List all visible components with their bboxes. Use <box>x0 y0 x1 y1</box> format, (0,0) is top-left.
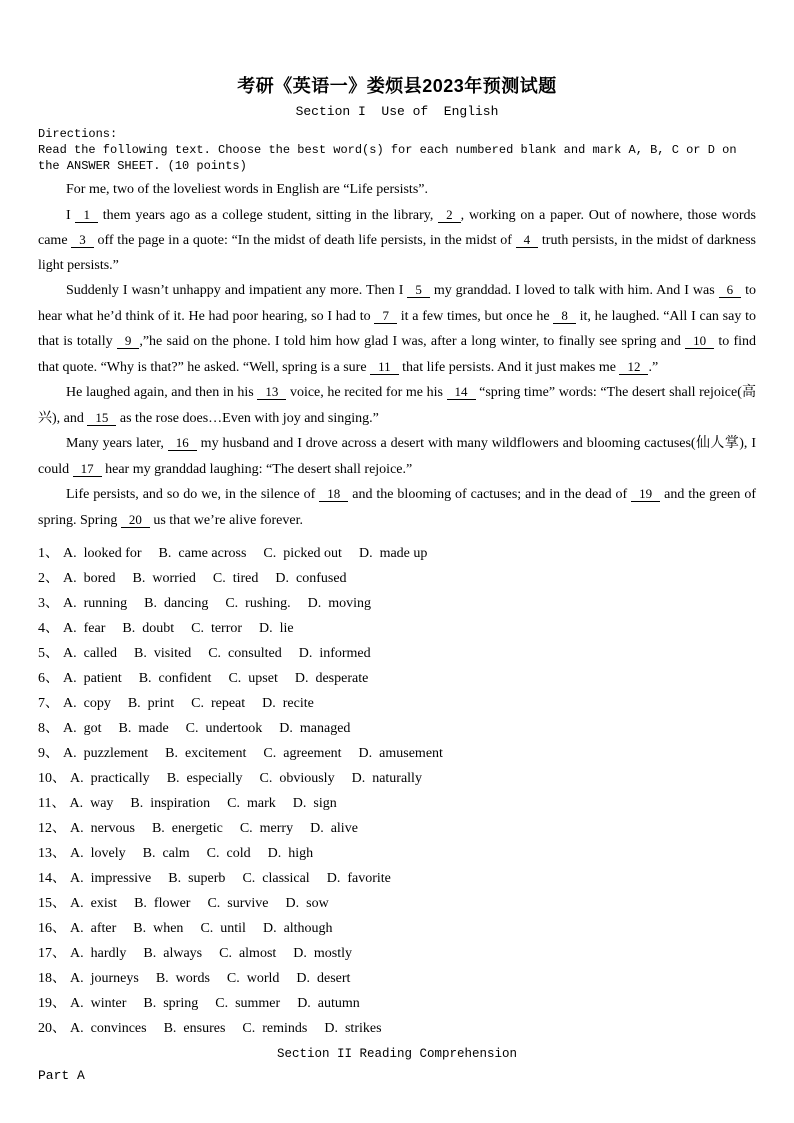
option-16-C: C. until <box>200 921 246 936</box>
question-10 <box>38 766 756 791</box>
option-12-C: C. merry <box>239 821 294 836</box>
question-number: 17、 <box>38 946 66 961</box>
option-6-B: B. confident <box>138 671 212 686</box>
question-9 <box>38 741 756 766</box>
cloze-blank-18: 18 <box>319 486 348 502</box>
option-11-A: A. way <box>69 796 114 811</box>
passage-paragraph: Life persists, and so do we, in the silence of 18 and the blooming of cactuses; and in the dead of 19 and the green of spring. Spring 20 us that we’re alive forever. <box>38 486 757 528</box>
directions-label: Directions: <box>38 127 118 141</box>
option-20-A: A. convinces <box>70 1021 147 1036</box>
option-20-C: C. reminds <box>242 1021 308 1036</box>
option-13-A: A. lovely <box>70 846 126 861</box>
question-number: 2、 <box>38 571 59 586</box>
option-15-D: D. sow <box>285 896 329 911</box>
option-9-C: C. agreement <box>263 746 342 761</box>
section2-heading: Section II Reading Comprehension <box>276 1047 518 1061</box>
option-1-C: C. picked out <box>263 546 342 561</box>
option-9-A: A. puzzlement <box>63 746 149 761</box>
question-number: 8、 <box>38 721 59 736</box>
question-number: 10、 <box>38 771 66 786</box>
option-6-A: A. patient <box>63 671 122 686</box>
option-2-C: C. tired <box>212 571 259 586</box>
option-8-D: D. managed <box>279 721 351 736</box>
passage-paragraph: Suddenly I wasn’t unhappy and impatient any more. Then I 5 my granddad. I loved to talk with him. And I was 6 to hear what he’d think of it. He had poor hearing, so I had to 7 it a few times, but once he 8 it, he laughed. “All I can say to that is totally 9 ,”he said on the phone. I told him how glad I was, after a long winter, to finally see spring and 10 to find that quote. “Why is that?” he asked. “Well, spring is a sure 11 that life persists. And it just makes me 12 .” <box>38 282 757 375</box>
option-19-D: D. autumn <box>297 996 360 1011</box>
option-8-B: B. made <box>118 721 169 736</box>
cloze-blank-17: 17 <box>73 461 102 477</box>
cloze-blank-13: 13 <box>257 384 286 400</box>
passage-paragraph: He laughed again, and then in his 13 voice, he recited for me his 14 “spring time” words: “The desert shall rejoice(高兴), and 15 as the rose does…Even with joy and singing.” <box>38 384 756 426</box>
option-3-A: A. running <box>63 596 128 611</box>
option-2-D: D. confused <box>275 571 347 586</box>
option-7-D: D. recite <box>262 696 314 711</box>
option-5-D: D. informed <box>298 646 371 661</box>
option-14-A: A. impressive <box>70 871 152 886</box>
cloze-blank-11: 11 <box>370 359 399 375</box>
question-13 <box>38 841 756 866</box>
option-15-C: C. survive <box>207 896 269 911</box>
option-18-A: A. journeys <box>70 971 139 986</box>
question-number: 14、 <box>38 871 66 886</box>
question-2 <box>38 566 756 591</box>
option-13-C: C. cold <box>206 846 251 861</box>
cloze-blank-14: 14 <box>447 384 476 400</box>
option-14-B: B. superb <box>168 871 226 886</box>
cloze-blank-4: 4 <box>516 232 539 248</box>
question-number: 5、 <box>38 646 59 661</box>
cloze-blank-8: 8 <box>553 308 576 324</box>
option-7-C: C. repeat <box>191 696 246 711</box>
option-4-D: D. lie <box>259 621 294 636</box>
cloze-blank-9: 9 <box>117 333 140 349</box>
question-number: 7、 <box>38 696 59 711</box>
option-12-A: A. nervous <box>70 821 135 836</box>
option-17-B: B. always <box>143 946 203 961</box>
question-19 <box>38 991 756 1016</box>
question-number: 20、 <box>38 1021 66 1036</box>
option-10-B: B. especially <box>166 771 243 786</box>
option-16-D: D. although <box>262 921 333 936</box>
passage-paragraph: For me, two of the loveliest words in English are “Life persists”. <box>66 182 428 197</box>
question-20 <box>38 1016 756 1041</box>
option-3-D: D. moving <box>307 596 372 611</box>
option-13-D: D. high <box>267 846 314 861</box>
option-10-A: A. practically <box>70 771 150 786</box>
exam-title: 考研《英语一》娄烦县2023年预测试题 <box>237 76 557 96</box>
option-4-B: B. doubt <box>122 621 175 636</box>
question-3 <box>38 591 756 616</box>
question-number: 4、 <box>38 621 59 636</box>
option-11-B: B. inspiration <box>130 796 211 811</box>
question-8 <box>38 716 756 741</box>
question-number: 13、 <box>38 846 66 861</box>
cloze-blank-12: 12 <box>619 359 648 375</box>
option-16-A: A. after <box>70 921 117 936</box>
option-10-C: C. obviously <box>259 771 335 786</box>
option-14-C: C. classical <box>242 871 310 886</box>
passage-paragraph: I 1 them years ago as a college student, sitting in the library, 2 , working on a paper. Out of nowhere, those words came 3 off the page in a quote: “In the midst of death life persists, in the midst of 4 truth persists, in the midst of darkness light persists.” <box>38 206 757 273</box>
cloze-blank-5: 5 <box>407 282 430 298</box>
question-number: 11、 <box>38 796 66 811</box>
cloze-blank-6: 6 <box>719 282 742 298</box>
option-1-B: B. came across <box>158 546 247 561</box>
option-10-D: D. naturally <box>351 771 422 786</box>
option-19-A: A. winter <box>70 996 127 1011</box>
option-1-A: A. looked for <box>63 546 142 561</box>
cloze-blank-2: 2 <box>438 207 461 223</box>
option-19-B: B. spring <box>143 996 199 1011</box>
cloze-blank-20: 20 <box>121 512 150 528</box>
cloze-blank-7: 7 <box>374 308 397 324</box>
option-16-B: B. when <box>133 921 184 936</box>
cloze-blank-10: 10 <box>685 333 714 349</box>
option-14-D: D. favorite <box>326 871 391 886</box>
option-6-D: D. desperate <box>294 671 369 686</box>
cloze-blank-1: 1 <box>75 207 98 223</box>
question-number: 18、 <box>38 971 66 986</box>
option-20-B: B. ensures <box>163 1021 226 1036</box>
question-number: 16、 <box>38 921 66 936</box>
option-18-D: D. desert <box>296 971 351 986</box>
option-7-B: B. print <box>127 696 175 711</box>
option-2-A: A. bored <box>63 571 116 586</box>
question-4 <box>38 616 756 641</box>
part-a-label: Part A <box>38 1068 85 1083</box>
question-list <box>38 541 756 1041</box>
cloze-blank-3: 3 <box>71 232 94 248</box>
option-11-D: D. sign <box>292 796 337 811</box>
question-6 <box>38 666 756 691</box>
question-16 <box>38 916 756 941</box>
question-number: 1、 <box>38 546 59 561</box>
option-3-B: B. dancing <box>144 596 209 611</box>
option-17-D: D. mostly <box>293 946 353 961</box>
option-4-A: A. fear <box>63 621 106 636</box>
question-7 <box>38 691 756 716</box>
question-14 <box>38 866 756 891</box>
passage-paragraph: Many years later, 16 my husband and I drove across a desert with many wildflowers and blooming cactuses(仙人掌), I could 17 hear my granddad laughing: “The desert shall rejoice.” <box>38 435 756 477</box>
option-3-C: C. rushing. <box>225 596 291 611</box>
question-number: 6、 <box>38 671 59 686</box>
question-5 <box>38 641 756 666</box>
option-9-B: B. excitement <box>165 746 247 761</box>
question-number: 9、 <box>38 746 59 761</box>
question-17 <box>38 941 756 966</box>
section1-heading: Section I Use of English <box>295 104 499 119</box>
question-15 <box>38 891 756 916</box>
option-5-A: A. called <box>63 646 118 661</box>
option-6-C: C. upset <box>228 671 278 686</box>
cloze-passage <box>38 178 756 533</box>
question-18 <box>38 966 756 991</box>
option-5-B: B. visited <box>134 646 192 661</box>
question-number: 19、 <box>38 996 66 1011</box>
option-20-D: D. strikes <box>324 1021 382 1036</box>
question-11 <box>38 791 756 816</box>
option-8-A: A. got <box>63 721 102 736</box>
question-1 <box>38 541 756 566</box>
option-18-B: B. words <box>155 971 210 986</box>
directions-block <box>38 126 756 174</box>
option-11-C: C. mark <box>227 796 276 811</box>
option-5-C: C. consulted <box>208 646 282 661</box>
cloze-blank-19: 19 <box>631 486 660 502</box>
option-1-D: D. made up <box>358 546 428 561</box>
option-9-D: D. amusement <box>358 746 443 761</box>
cloze-blank-16: 16 <box>168 435 197 451</box>
option-15-B: B. flower <box>134 896 191 911</box>
option-15-A: A. exist <box>70 896 118 911</box>
option-17-A: A. hardly <box>70 946 127 961</box>
option-12-D: D. alive <box>310 821 358 836</box>
question-12 <box>38 816 756 841</box>
option-7-A: A. copy <box>63 696 111 711</box>
question-number: 3、 <box>38 596 59 611</box>
cloze-blank-15: 15 <box>87 410 116 426</box>
option-17-C: C. almost <box>219 946 277 961</box>
question-number: 15、 <box>38 896 66 911</box>
option-19-C: C. summer <box>215 996 281 1011</box>
option-12-B: B. energetic <box>151 821 223 836</box>
directions-text: Read the following text. Choose the best word(s) for each numbered blank and mark A, B, C or D on the ANSWER SHEET. (10 points) <box>38 143 744 173</box>
option-4-C: C. terror <box>191 621 243 636</box>
option-2-B: B. worried <box>132 571 196 586</box>
option-8-C: C. undertook <box>185 721 263 736</box>
option-13-B: B. calm <box>142 846 190 861</box>
option-18-C: C. world <box>226 971 280 986</box>
question-number: 12、 <box>38 821 66 836</box>
